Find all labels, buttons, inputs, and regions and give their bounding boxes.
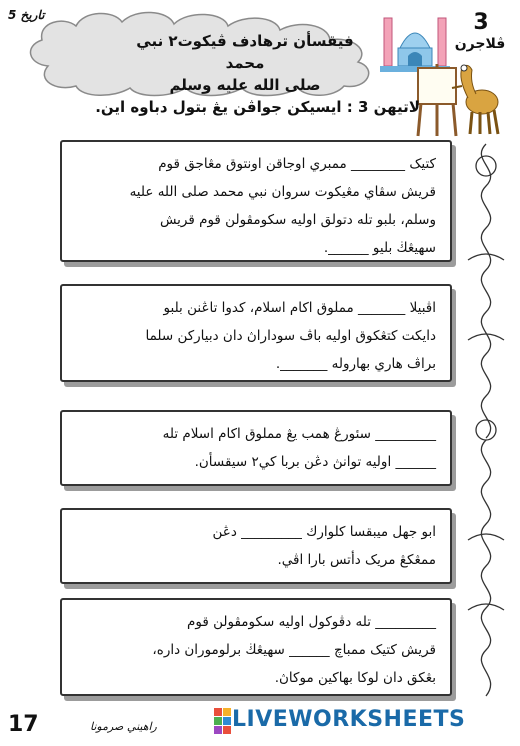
question-4-line-2: ممڠكڠ مريک دأتس بارا اڤي.: [277, 552, 436, 568]
liveworksheets-brand[interactable]: LIVEWORKSHEETS: [232, 707, 466, 732]
question-1-line-1: كتيک ________ ممبري اوجاقن اونتوق مڠاجق قوم: [158, 156, 436, 172]
instruction-text: لاتيهن 3 : ايسيكن جواڤن يڠ بتول دباوه اين.: [95, 98, 420, 116]
author-signature: راهيني صرمونا: [90, 720, 157, 733]
question-card-3: [60, 410, 452, 486]
question-1-line-4: سهيڠڬ بليو ______.: [323, 240, 436, 256]
title-line-2: صلى الله عليه وسلم: [169, 76, 321, 94]
lesson-label: ڤلاجرن: [454, 36, 506, 52]
question-5-line-2: قريش كتيک ممباچ ______ سهيڠڬ برلوموران داره،: [152, 642, 436, 658]
question-2-line-3: براڤ هاري بهاروله _______.: [275, 356, 436, 372]
question-card-5: [60, 598, 452, 696]
date-label: تاريخ 5: [8, 8, 45, 22]
camel-illustration: [448, 58, 508, 138]
question-card-2: [60, 284, 452, 382]
question-4-line-1: ابو جهل ميبقسا كلوارك _________ دڠن: [212, 524, 436, 540]
question-card-1: [60, 140, 452, 262]
question-5-line-3: بڠكق دان لوكا بهاكين موكاڽ.: [274, 670, 436, 686]
question-1-line-3: وسلم، بلبو تله دتولق اوليه سكومڤولن قوم قريش: [159, 212, 436, 228]
question-card-4: [60, 508, 452, 584]
title-line-1: فيقسأن ترهادف ڤيكوت٢ نبي محمد: [136, 32, 354, 72]
page-number: 17: [8, 712, 39, 737]
liveworksheets-logo-icon: [214, 708, 232, 734]
question-2-line-1: اڤبيلا _______ مملوق اكام اسلام، كدوا تاڠنن بلبو: [163, 300, 436, 316]
question-3-line-1: _________ سئورڠ همب يڠ مملوق اكام اسلام تله: [162, 426, 436, 442]
question-5-line-1: _________ تله دڤوكول اوليه سكومڤولن قوم: [187, 614, 436, 630]
lesson-number: 3: [473, 10, 489, 35]
calligraphy-border: [460, 140, 512, 700]
worksheet-title: [120, 30, 370, 96]
question-3-line-2: ______ اوليه توانڽ دڠن بربا کي٢ سيقسأن.: [194, 454, 436, 470]
question-2-line-2: دايکت کتڠكوق اوليه باڤ سوداراڽ دان دبيارکن سلما: [145, 328, 436, 344]
question-1-line-2: قريش سڤاي مڠيكوت سروان نبي محمد صلى الله عليه: [129, 184, 436, 200]
